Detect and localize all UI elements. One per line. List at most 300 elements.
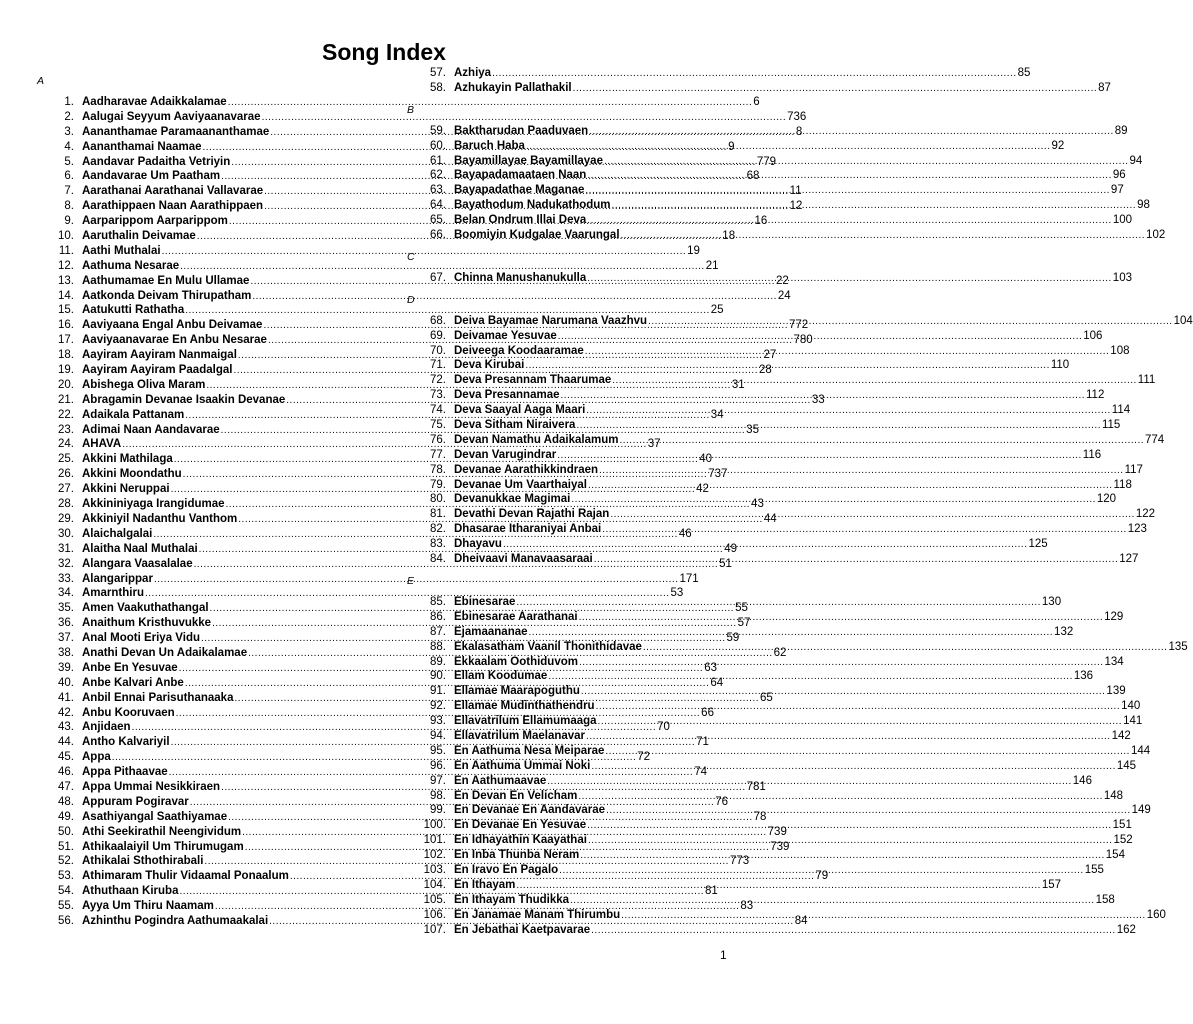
- section-letter: D: [407, 293, 415, 306]
- dot-leader: [525, 140, 1052, 155]
- index-entry[interactable]: [0, 714, 1143, 729]
- entry-number: 47.: [58, 780, 74, 793]
- entry-page: 123: [1127, 523, 1147, 536]
- entry-title: Appuram Pogiravar: [82, 795, 189, 808]
- entry-number: 63.: [430, 184, 446, 197]
- entry-page: 132: [1054, 625, 1074, 638]
- entry-page: 27: [763, 349, 777, 362]
- entry-page: 160: [1146, 908, 1166, 921]
- dot-leader: [618, 434, 1145, 449]
- entry-page: 89: [1114, 124, 1128, 137]
- entry-page: 146: [1072, 774, 1092, 787]
- entry-number: 60.: [430, 139, 446, 152]
- entry-title: En Devanae En Aandavarae: [454, 804, 606, 817]
- entry-title: Asathiyangal Saathiyamae: [82, 810, 228, 823]
- entry-number: 86.: [430, 610, 446, 623]
- entry-page: 135: [1168, 640, 1188, 653]
- entry-title: Aaruthalin Deivamae: [82, 230, 196, 243]
- entry-page: 22: [775, 274, 789, 287]
- entry-page: 72: [637, 751, 651, 764]
- entry-number: 45.: [58, 751, 74, 764]
- entry-title: Antho Kalvariyil: [82, 736, 170, 749]
- entry-title: Deva Kirubai: [454, 359, 525, 372]
- entry-page: 139: [1106, 685, 1126, 698]
- entry-title: Bayathodum Nadukathodum: [454, 199, 611, 212]
- entry-page: 739: [770, 840, 790, 853]
- entry-page: 171: [679, 572, 699, 585]
- entry-title: Akkiniyil Nadanthu Vanthom: [82, 512, 238, 525]
- entry-title: Aaviyaana Engal Anbu Deivamae: [82, 319, 263, 332]
- entry-page: 127: [1119, 553, 1139, 566]
- entry-page: 154: [1105, 849, 1125, 862]
- entry-page: 122: [1135, 508, 1156, 521]
- entry-page: 35: [746, 423, 759, 436]
- entry-number: 97.: [430, 774, 446, 787]
- dot-leader: [546, 775, 1073, 790]
- entry-number: 21.: [58, 393, 74, 406]
- dot-leader: [580, 685, 1107, 700]
- entry-number: 106.: [423, 908, 446, 921]
- dot-leader: [584, 345, 1111, 360]
- dot-leader: [611, 374, 1138, 389]
- entry-number: 53.: [58, 870, 74, 883]
- entry-number: 42.: [58, 706, 74, 719]
- entry-number: 40.: [58, 676, 74, 689]
- dot-leader: [605, 804, 1132, 819]
- entry-number: 62.: [430, 169, 446, 182]
- entry-number: 1.: [64, 96, 74, 108]
- entry-page: 737: [708, 468, 728, 481]
- entry-title: Ejamaananae: [454, 625, 528, 638]
- entry-number: 13.: [58, 274, 74, 287]
- entry-number: 38.: [58, 646, 74, 659]
- entry-number: 17.: [58, 334, 74, 347]
- entry-title: Deva Presannamae: [454, 389, 560, 402]
- dot-leader: [620, 909, 1147, 924]
- entry-title: Aathi Muthalai: [82, 244, 161, 257]
- entry-page: 152: [1113, 834, 1133, 847]
- entry-page: 51: [719, 557, 732, 570]
- entry-title: Aathumamae En Mulu Ullamae: [82, 274, 250, 287]
- entry-number: 32.: [58, 557, 74, 570]
- entry-number: 11.: [58, 244, 74, 257]
- entry-page: 37: [647, 438, 661, 451]
- dot-leader: [587, 479, 1114, 494]
- entry-title: Devanukkae Magimai: [454, 493, 571, 506]
- entry-page: 114: [1111, 404, 1131, 417]
- dot-leader: [595, 700, 1122, 715]
- dot-leader: [586, 819, 1113, 834]
- entry-title: Azhukayin Pallathakil: [454, 81, 572, 94]
- dot-leader: [609, 508, 1136, 523]
- entry-title: Akkini Neruppai: [82, 483, 170, 496]
- entry-number: 20.: [58, 378, 74, 391]
- entry-title: Appa: [82, 751, 111, 764]
- entry-number: 24.: [58, 438, 74, 451]
- entry-title: Bayapadamaataen Naan: [454, 169, 587, 182]
- entry-page: 63: [704, 661, 717, 674]
- entry-page: 157: [1041, 878, 1062, 891]
- entry-number: 96.: [430, 759, 446, 772]
- dot-leader: [572, 82, 1099, 97]
- dot-leader: [590, 760, 1117, 775]
- entry-page: 117: [1124, 463, 1143, 476]
- entry-number: 77.: [430, 448, 446, 461]
- dot-leader: [604, 745, 1131, 760]
- entry-number: 78.: [430, 463, 446, 476]
- index-entry[interactable]: [0, 744, 1151, 759]
- index-entry[interactable]: [0, 669, 1094, 684]
- entry-title: Amarnthiru: [82, 587, 144, 600]
- entry-page: 148: [1103, 789, 1124, 802]
- entry-page: 111: [1137, 374, 1156, 387]
- index-entry[interactable]: [0, 81, 1111, 96]
- entry-page: 81: [705, 885, 718, 898]
- entry-number: 98.: [430, 789, 446, 802]
- entry-number: 4.: [64, 140, 74, 153]
- entry-title: Athuthaan Kiruba: [82, 885, 179, 898]
- entry-title: Bayapadathae Maganae: [454, 184, 585, 197]
- entry-page: 11: [789, 185, 802, 198]
- entry-number: 6.: [64, 170, 74, 183]
- entry-page: 158: [1095, 893, 1115, 906]
- entry-title: Ellamae Maarapoguthu: [454, 685, 580, 698]
- entry-title: Ellam Koodumae: [454, 670, 548, 683]
- entry-page: 24: [777, 289, 791, 302]
- entry-title: Boomiyin Kudgalae Vaarungal: [454, 229, 620, 242]
- entry-number: 100.: [423, 819, 446, 832]
- entry-number: 50.: [58, 825, 74, 838]
- entry-title: Aarathippaen Naan Aarathippaen: [82, 200, 264, 213]
- index-entry[interactable]: [0, 463, 1143, 478]
- entry-page: 70: [657, 721, 670, 734]
- index-entry[interactable]: [0, 655, 1124, 670]
- entry-title: Amen Vaakuthathangal: [82, 602, 209, 615]
- entry-title: Deivamae Yesuvae: [454, 329, 557, 342]
- entry-number: 92.: [430, 700, 446, 713]
- entry-page: 79: [815, 870, 829, 883]
- entry-title: En Aathuma Nesa Meiparae: [454, 744, 605, 757]
- entry-page: 44: [763, 512, 777, 525]
- entry-page: 64: [710, 676, 724, 689]
- entry-number: 65.: [430, 214, 446, 227]
- entry-title: Aarparippom Aarparippom: [82, 215, 228, 228]
- entry-page: 57: [737, 617, 751, 630]
- entry-number: 71.: [430, 359, 446, 372]
- entry-title: Abishega Oliva Maram: [82, 378, 206, 391]
- entry-number: 79.: [430, 478, 446, 491]
- entry-title: Aananthamae Paramaananthamae: [82, 125, 270, 138]
- entry-number: 10.: [58, 230, 74, 243]
- entry-title: Akkini Mathilaga: [82, 453, 173, 466]
- entry-page: 115: [1101, 419, 1121, 432]
- entry-page: 43: [751, 498, 764, 511]
- entry-page: 144: [1130, 744, 1151, 757]
- entry-number: 2.: [64, 110, 74, 123]
- entry-number: 64.: [430, 199, 446, 212]
- index-entry[interactable]: [0, 522, 1147, 537]
- index-entry[interactable]: [0, 552, 1139, 567]
- dot-leader: [577, 790, 1104, 805]
- entry-title: En Iravo En Pagalo: [454, 863, 559, 876]
- entry-page: 96: [1112, 169, 1126, 182]
- index-entry[interactable]: [0, 433, 1165, 448]
- entry-page: 71: [696, 736, 709, 749]
- entry-page: 25: [710, 304, 724, 317]
- entry-title: Deva Presannam Thaarumae: [454, 374, 612, 387]
- index-entry[interactable]: [0, 923, 1136, 938]
- entry-page: 155: [1084, 863, 1104, 876]
- entry-page: 85: [1017, 67, 1031, 79]
- entry-page: 102: [1146, 229, 1166, 242]
- entry-page: 120: [1096, 493, 1117, 506]
- entry-number: 101.: [423, 834, 446, 847]
- dot-leader: [590, 924, 1117, 939]
- entry-page: 118: [1113, 478, 1132, 491]
- entry-title: Anbe En Yesuvae: [82, 661, 178, 674]
- section-letter: C: [407, 250, 415, 263]
- entry-number: 59.: [430, 124, 446, 137]
- entry-page: 780: [793, 334, 813, 347]
- entry-page: 162: [1116, 923, 1136, 936]
- dot-leader: [524, 359, 1051, 374]
- entry-page: 59: [726, 632, 740, 645]
- entry-title: En Ithayam Thudikka: [454, 893, 570, 906]
- entry-title: Akkininiyaga Irangidumae: [82, 498, 225, 511]
- entry-number: 15.: [58, 304, 74, 317]
- entry-number: 22.: [58, 408, 74, 421]
- entry-title: Devanae Aarathikkindraen: [454, 463, 599, 476]
- entry-title: Dhayavu: [454, 538, 502, 551]
- entry-title: Alaichalgalai: [82, 527, 153, 540]
- section-letter: E: [407, 574, 415, 587]
- entry-title: Aananthamai Naamae: [82, 140, 202, 153]
- entry-title: Aaviyaanavarae En Anbu Nesarae: [82, 334, 267, 347]
- entry-number: 94.: [430, 729, 446, 742]
- entry-title: Ekkaalam Oothiduvom: [454, 655, 578, 668]
- index-entry[interactable]: [0, 448, 1102, 463]
- entry-number: 57.: [430, 67, 446, 79]
- entry-title: Devathi Devan Rajathi Rajan: [454, 508, 610, 521]
- entry-page: 774: [1145, 433, 1165, 446]
- entry-number: 61.: [430, 154, 446, 167]
- entry-number: 83.: [430, 538, 446, 551]
- entry-number: 88.: [430, 640, 446, 653]
- entry-title: Aandavar Padaitha Vetriyin: [82, 155, 231, 168]
- entry-title: Deva Sitham Niraivera: [454, 419, 576, 432]
- entry-page: 12: [789, 200, 803, 213]
- entry-title: Chinna Manushanukulla: [454, 271, 587, 284]
- entry-page: 46: [678, 527, 692, 540]
- entry-page: 18: [722, 230, 736, 243]
- dot-leader: [556, 449, 1083, 464]
- entry-title: Athi Seekirathil Neengividum: [82, 825, 242, 838]
- entry-page: 98: [1137, 199, 1150, 212]
- index-entry[interactable]: [0, 759, 1137, 774]
- index-entry[interactable]: [0, 139, 1065, 154]
- entry-title: Baktharudan Paaduvaen: [454, 124, 589, 137]
- entry-page: 21: [705, 259, 719, 272]
- entry-number: 49.: [58, 810, 74, 823]
- entry-title: Aayiram Aayiram Paadalgal: [82, 364, 233, 377]
- index-entry[interactable]: [0, 537, 1048, 552]
- entry-title: Athikalai Sthothirabali: [82, 855, 204, 868]
- entry-title: Devan Varugindrar: [454, 448, 557, 461]
- entry-page: 130: [1041, 595, 1062, 608]
- entry-number: 68.: [430, 314, 446, 327]
- entry-number: 52.: [58, 855, 74, 868]
- entry-title: Deva Saayal Aaga Maari: [454, 404, 586, 417]
- entry-number: 89.: [430, 655, 446, 668]
- entry-title: En Aathumaavae: [454, 774, 547, 787]
- dot-leader: [502, 538, 1029, 553]
- dot-leader: [586, 214, 1113, 229]
- entry-title: Aayiram Aayiram Nanmaigal: [82, 349, 237, 362]
- dot-leader: [491, 67, 1018, 82]
- entry-title: Alangara Vaasalalae: [82, 557, 193, 570]
- entry-title: Aatkonda Deivam Thirupatham: [82, 289, 252, 302]
- entry-title: En Aathuma Ummai Noki: [454, 759, 591, 772]
- page-title: Song Index: [322, 39, 446, 65]
- entry-title: Dhasarae Itharaniyai Anbai: [454, 523, 602, 536]
- entry-number: 93.: [430, 715, 446, 728]
- index-entry[interactable]: [0, 403, 1131, 418]
- entry-number: 104.: [423, 878, 446, 891]
- entry-page: 42: [696, 483, 709, 496]
- entry-page: 65: [760, 691, 773, 704]
- entry-number: 43.: [58, 721, 74, 734]
- entry-page: 53: [670, 587, 684, 600]
- entry-title: Anbe Kalvari Anbe: [82, 676, 184, 689]
- entry-title: Baruch Haba: [454, 139, 525, 152]
- entry-number: 5.: [64, 155, 74, 168]
- index-entry[interactable]: [0, 66, 1031, 81]
- entry-number: 70.: [430, 344, 446, 357]
- entry-number: 23.: [58, 423, 74, 436]
- entry-page: 772: [788, 319, 809, 332]
- entry-number: 44.: [58, 736, 74, 749]
- entry-title: Deiveega Koodaaramae: [454, 344, 584, 357]
- dot-leader: [558, 864, 1085, 879]
- entry-title: En Devanae En Yesuvae: [454, 819, 587, 832]
- entry-number: 7.: [64, 185, 74, 198]
- dot-leader: [528, 626, 1055, 641]
- entry-number: 56.: [58, 914, 74, 927]
- entry-title: Anal Mooti Eriya Vidu: [82, 632, 200, 645]
- dot-leader: [642, 641, 1169, 656]
- entry-page: 104: [1173, 314, 1193, 327]
- entry-number: 19.: [58, 364, 74, 377]
- entry-page: 108: [1110, 344, 1130, 357]
- entry-page: 8: [795, 125, 803, 138]
- entry-number: 39.: [58, 661, 74, 674]
- entry-page: 94: [1129, 154, 1143, 167]
- entry-number: 41.: [58, 691, 74, 704]
- entry-page: 739: [767, 825, 787, 838]
- entry-number: 87.: [430, 625, 446, 638]
- entry-page: 116: [1082, 448, 1102, 461]
- entry-number: 66.: [430, 229, 446, 242]
- dot-leader: [620, 229, 1147, 244]
- entry-number: 29.: [58, 512, 74, 525]
- entry-page: 49: [724, 542, 737, 555]
- entry-title: Anbil Ennai Parisuthanaaka: [82, 691, 234, 704]
- index-entry[interactable]: [0, 478, 1132, 493]
- entry-title: Anbu Kooruvaen: [82, 706, 175, 719]
- page-number: 1: [720, 948, 727, 962]
- entry-title: En Idhayathin Kaayathai: [454, 834, 587, 847]
- entry-title: Anathi Devan Un Adaikalamae: [82, 646, 248, 659]
- entry-number: 72.: [430, 374, 446, 387]
- dot-leader: [585, 404, 1112, 419]
- entry-title: Deiva Bayamae Narumana Vaazhvu: [454, 314, 648, 327]
- index-entry[interactable]: [0, 789, 1124, 804]
- entry-page: 68: [746, 170, 760, 183]
- section-letter: B: [407, 103, 415, 116]
- entry-title: Athimaram Thulir Vidaamal Ponaalum: [82, 870, 289, 883]
- dot-leader: [578, 656, 1105, 671]
- entry-page: 106: [1083, 329, 1103, 342]
- entry-title: Ekalasatham Vaanil Thonithidavae: [454, 640, 642, 653]
- entry-page: 112: [1086, 389, 1105, 402]
- dot-leader: [547, 670, 1074, 685]
- entry-page: 87: [1098, 81, 1111, 94]
- entry-number: 33.: [58, 572, 74, 585]
- entry-title: Ayya Um Thiru Naamam: [82, 900, 214, 913]
- index-entry[interactable]: [0, 699, 1141, 714]
- entry-title: En Ithayam: [454, 878, 516, 891]
- entry-number: 30.: [58, 527, 74, 540]
- entry-number: 27.: [58, 483, 74, 496]
- entry-title: Appa Pithaavae: [82, 766, 168, 779]
- dot-leader: [586, 272, 1113, 287]
- entry-page: 140: [1121, 700, 1141, 713]
- entry-page: 142: [1111, 729, 1131, 742]
- entry-title: Adimai Naan Aandavarae: [82, 423, 220, 436]
- entry-title: Akkini Moondathu: [82, 468, 182, 481]
- entry-page: 31: [731, 378, 745, 391]
- entry-number: 99.: [430, 804, 446, 817]
- entry-title: En Janamae Manam Thirumbu: [454, 908, 621, 921]
- entry-title: Aalugai Seyyum Aaviyaanavarae: [82, 110, 261, 123]
- entry-title: En Inba Thunba Neram: [454, 849, 580, 862]
- entry-title: Aatukutti Rathatha: [82, 304, 185, 317]
- index-entry[interactable]: [0, 228, 1166, 243]
- entry-page: 92: [1051, 139, 1065, 152]
- entry-page: 149: [1131, 804, 1151, 817]
- entry-title: En Jebathai Kaetpavarae: [454, 923, 591, 936]
- dot-leader: [601, 523, 1128, 538]
- entry-number: 58.: [430, 81, 446, 94]
- dot-leader: [603, 155, 1130, 170]
- entry-number: 3.: [64, 125, 74, 138]
- entry-number: 69.: [430, 329, 446, 342]
- entry-number: 18.: [58, 349, 74, 362]
- dot-leader: [515, 596, 1042, 611]
- index-entry[interactable]: [0, 124, 1128, 139]
- entry-number: 103.: [423, 863, 446, 876]
- entry-number: 25.: [58, 453, 74, 466]
- entry-title: Athikaalaiyil Um Thirumugam: [82, 840, 244, 853]
- entry-page: 34: [710, 408, 724, 421]
- index-entry[interactable]: [0, 878, 1062, 893]
- index-entry[interactable]: [0, 729, 1131, 744]
- entry-title: Anaithum Kristhuvukke: [82, 617, 212, 630]
- entry-page: 6: [753, 96, 760, 108]
- entry-number: 37.: [58, 632, 74, 645]
- dot-leader: [597, 715, 1124, 730]
- entry-number: 8.: [64, 200, 74, 213]
